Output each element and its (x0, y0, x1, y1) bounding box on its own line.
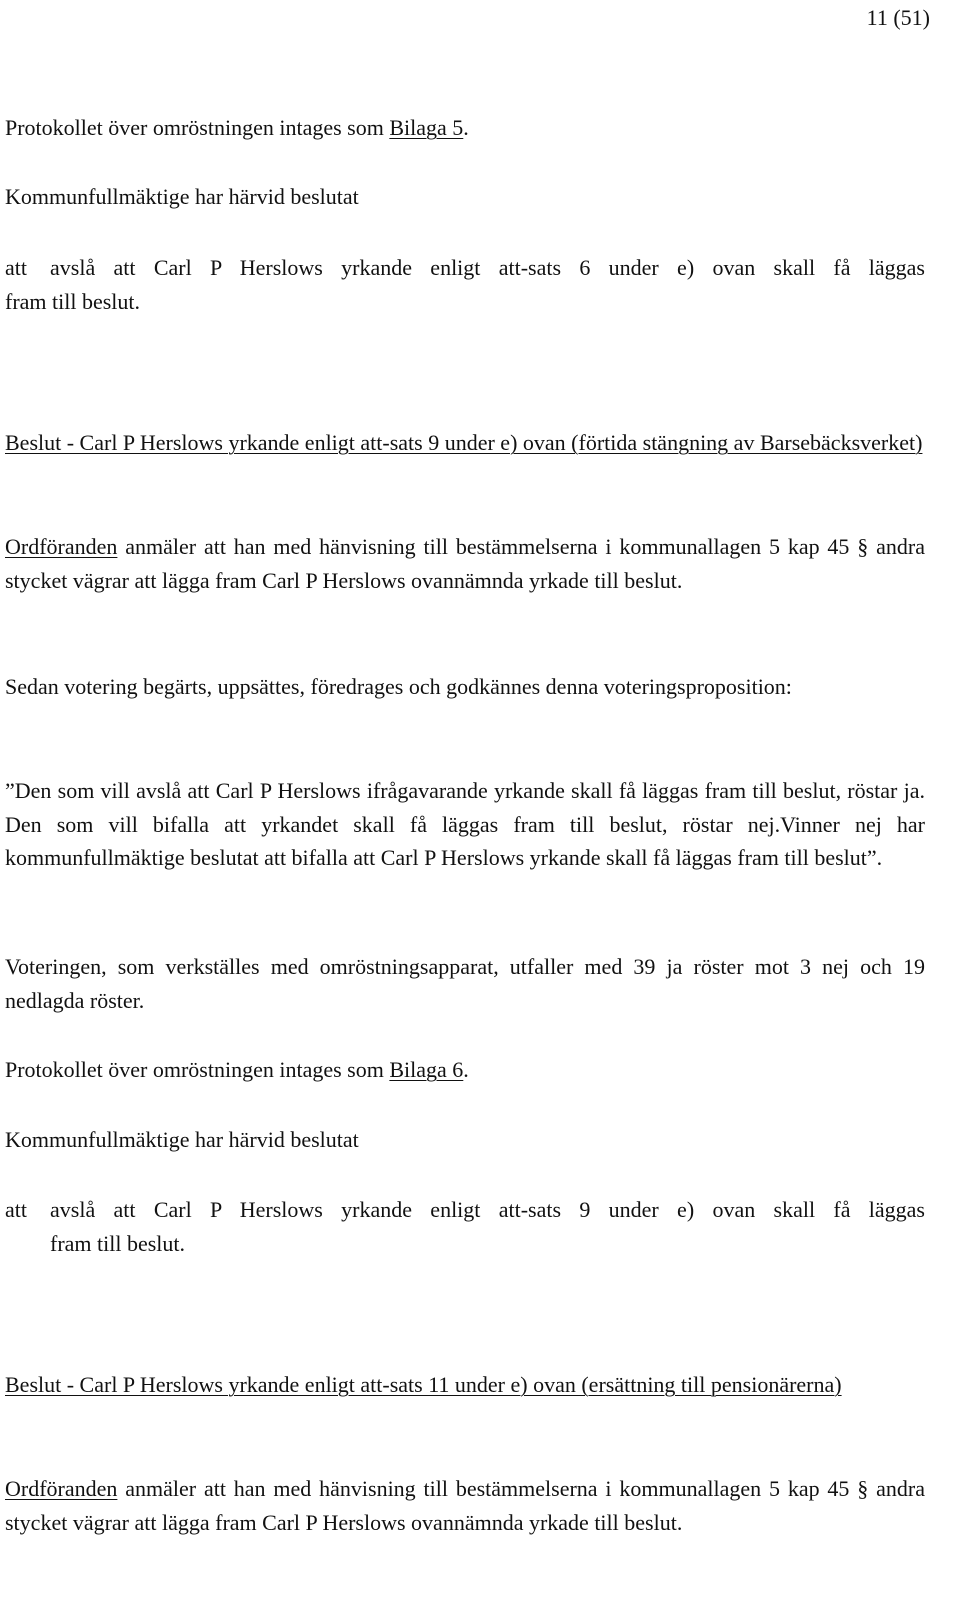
vote-proposition-intro: Sedan votering begärts, uppsättes, föredrages och godkännes denna voteringsproposition: (5, 674, 792, 699)
protocol-note-1 (5, 111, 925, 145)
att-clause-2 (5, 1193, 925, 1260)
chairman-statement-text: anmäler att han med hänvisning till bestämmelserna i kommunallagen 5 kap 45 § andra stycket vägrar att lägga fram Carl P Herslows ovannämnda yrkade till beslut. (5, 1476, 925, 1535)
decision-intro-2: Kommunfullmäktige har härvid beslutat (5, 1127, 359, 1152)
decision-intro-1: Kommunfullmäktige har härvid beslutat (5, 184, 359, 209)
vote-result: Voteringen, som verkställes med omröstningsapparat, utfaller med 39 ja röster mot 3 nej och 19 nedlagda röster. (5, 954, 925, 1013)
appendix-reference: Bilaga 6 (389, 1057, 464, 1082)
vote-proposition-text: ”Den som vill avslå att Carl P Herslows ifrågavarande yrkande skall få läggas fram till beslut, röstar ja. Den som vill bifalla att yrkandet skall få läggas fram till beslut, röstar nej.Vinner nej har kommunfullmäktige beslutat att bifalla att Carl P Herslows yrkande skall få läggas fram till beslut”. (5, 778, 925, 870)
page-number: 11 (51) (866, 5, 930, 30)
att-clause-line: avslå att Carl P Herslows yrkande enligt att-sats 9 under e) ovan skall få läggas (50, 1197, 925, 1222)
section-heading-1: Beslut - Carl P Herslows yrkande enligt att-sats 9 under e) ovan (förtida stängning av Barsebäcksverket) (5, 430, 923, 455)
section-heading-2: Beslut - Carl P Herslows yrkande enligt att-sats 11 under e) ovan (ersättning till pensionärerna) (5, 1372, 842, 1397)
chairman-label: Ordföranden (5, 534, 118, 559)
att-clause-continuation: fram till beslut. (50, 1230, 186, 1256)
att-clause-1 (5, 251, 925, 318)
chairman-label: Ordföranden (5, 1476, 118, 1501)
protocol-note-2 (5, 1053, 925, 1087)
att-clause-continuation: fram till beslut. (5, 288, 141, 314)
chairman-statement-2 (5, 1472, 925, 1539)
appendix-reference: Bilaga 5 (389, 115, 464, 140)
protocol-note-text: Protokollet över omröstningen intages som (5, 115, 390, 140)
protocol-note-text: Protokollet över omröstningen intages som (5, 1057, 390, 1082)
protocol-note-end: . (463, 115, 469, 140)
att-label: att (5, 255, 27, 280)
att-clause-line: avslå att Carl P Herslows yrkande enligt att-sats 6 under e) ovan skall få läggas (50, 255, 925, 280)
att-label: att (5, 1197, 27, 1222)
protocol-note-end: . (463, 1057, 469, 1082)
chairman-statement-text: anmäler att han med hänvisning till bestämmelserna i kommunallagen 5 kap 45 § andra stycket vägrar att lägga fram Carl P Herslows ovannämnda yrkade till beslut. (5, 534, 925, 593)
chairman-statement-1 (5, 530, 925, 597)
